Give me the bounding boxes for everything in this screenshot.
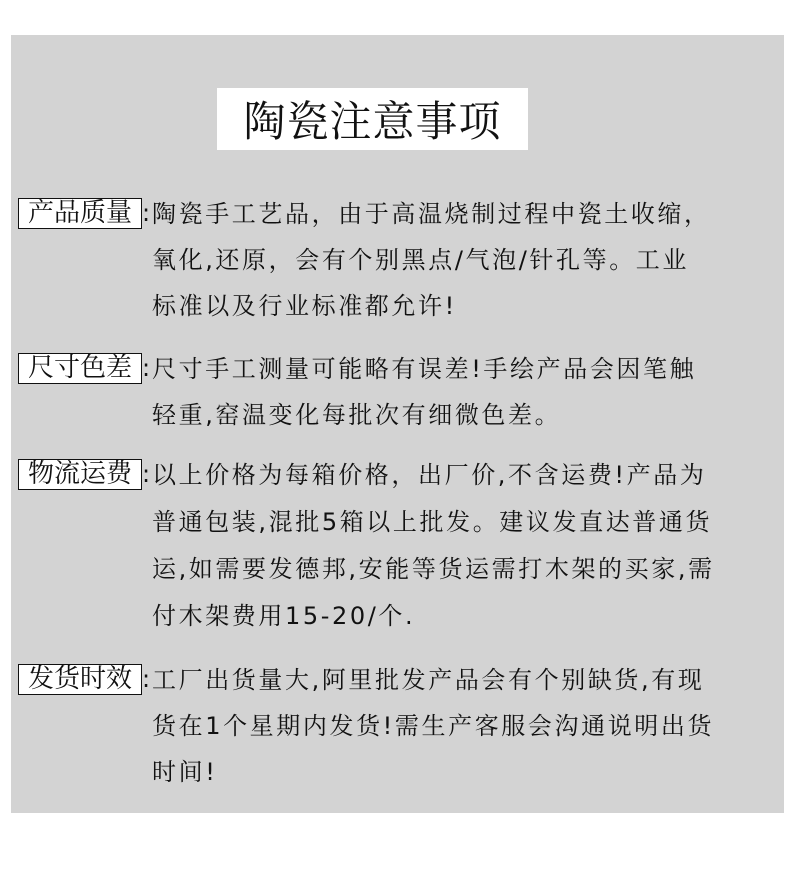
section-text-line: 标准以及行业标准都允许!: [152, 292, 457, 320]
section-text-line: 工厂出货量大,阿里批发产品会有个别缺货,有现: [152, 666, 705, 694]
label-colon: :: [142, 199, 151, 227]
section-text-line: 轻重,窑温变化每批次有细微色差。: [152, 401, 562, 429]
section-text-line: 付木架费用15-20/个.: [152, 602, 416, 630]
section-text-line: 时间!: [152, 758, 218, 786]
label-colon: :: [142, 665, 151, 693]
section-label: 尺寸色差: [18, 353, 142, 384]
section-text-line: 以上价格为每箱价格，出厂价,不含运费!产品为: [152, 461, 707, 489]
section-text-line: 普通包装,混批5箱以上批发。建议发直达普通货: [152, 508, 713, 536]
section-text-line: 运,如需要发德邦,安能等货运需打木架的买家,需: [152, 555, 715, 583]
section-label: 发货时效: [18, 664, 142, 695]
page-title: [217, 88, 528, 150]
section-label: 物流运费: [18, 459, 142, 490]
label-colon: :: [142, 460, 151, 488]
section-label: 产品质量: [18, 198, 142, 229]
section-text-line: 尺寸手工测量可能略有误差!手绘产品会因笔触: [152, 355, 697, 383]
page-title-text: 陶瓷注意事项: [243, 97, 502, 146]
section-text-line: 货在1个星期内发货!需生产客服会沟通说明出货: [152, 712, 715, 740]
section-text-line: 氧化,还原，会有个别黑点/气泡/针孔等。工业: [152, 246, 689, 274]
section-text-line: 陶瓷手工艺品，由于高温烧制过程中瓷土收缩，: [152, 200, 711, 228]
label-colon: :: [142, 354, 151, 382]
notice-panel: [11, 35, 784, 813]
